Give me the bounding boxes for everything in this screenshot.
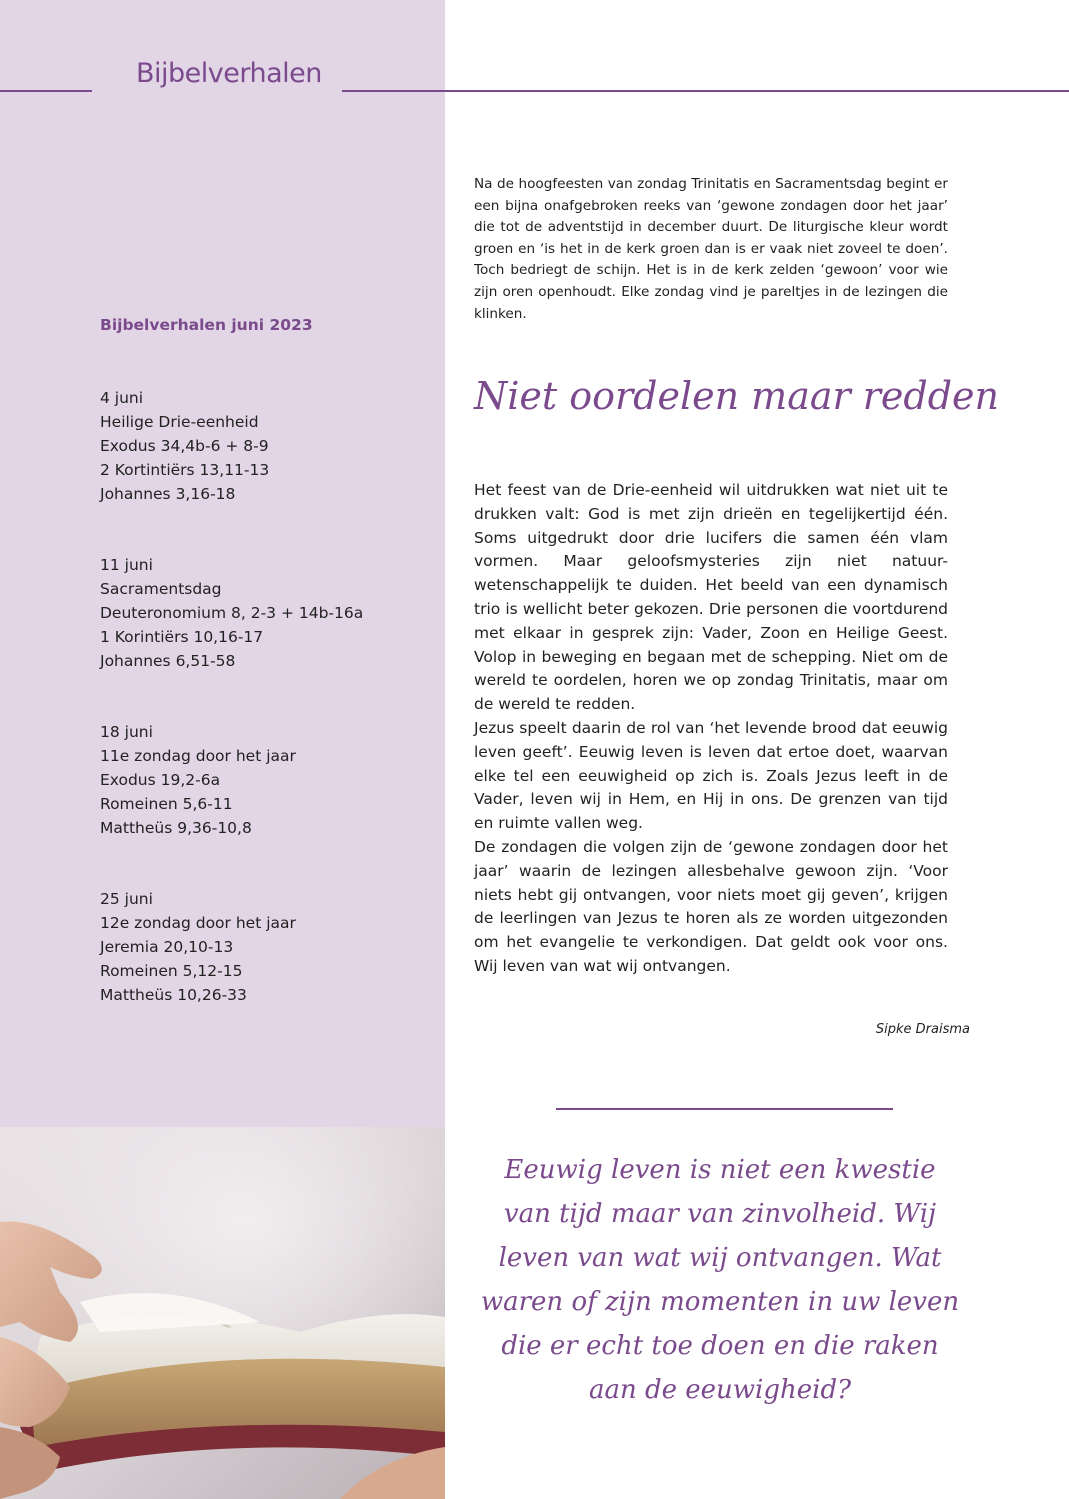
reading-group [100, 720, 296, 840]
reading-group [100, 553, 363, 673]
article-author: Sipke Draisma [875, 1022, 970, 1037]
reading-text: 2 Kortintiërs 13,11-13 [100, 461, 270, 479]
article-title: Niet oordelen maar redden [474, 374, 1000, 418]
reading-date: 11 juni [100, 556, 153, 574]
reading-date: 25 juni [100, 890, 153, 908]
reading-text: Romeinen 5,12-15 [100, 962, 243, 980]
reading-occasion: 11e zondag door het jaar [100, 747, 296, 765]
reading-text: Exodus 19,2-6a [100, 771, 221, 789]
section-title: Bijbelverhalen [136, 58, 322, 89]
article-paragraph: Het feest van de Drie-eenheid wil uitdrukken wat niet uit te drukken valt: God is met zijn drieën en tegelijkertijd één. Soms uitgedrukt door drie lucifers die samen één vlam vormen. Maar geloofsmysteries zijn niet natuur-wetenschappelijk te duiden. Het beeld van een dynamisch trio is wellicht beter gekozen. Drie personen die voortdurend met elkaar in gesprek zijn: Vader, Zoon en Heilige Geest. Volop in beweging en begaan met de schepping. Niet om de wereld te oordelen, horen we op zondag Trinitatis, maar om de wereld te redden. [474, 481, 948, 714]
article-body [474, 479, 948, 979]
reading-text: Mattheüs 9,36-10,8 [100, 819, 252, 837]
header-rule-right [342, 90, 1069, 92]
reading-text: Jeremia 20,10-13 [100, 938, 234, 956]
reading-occasion: 12e zondag door het jaar [100, 914, 296, 932]
reading-text: Deuteronomium 8, 2-3 + 14b-16a [100, 604, 364, 622]
bible-photo [0, 1127, 445, 1499]
header-rule-left [0, 90, 92, 92]
quote-divider [556, 1108, 893, 1110]
pull-quote: Eeuwig leven is niet een kwestie van tijd maar van zinvolheid. Wij leven van wat wij ontvangen. Wat waren of zijn momenten in uw leven die er echt toe doen en die raken aan de eeuwigheid? [480, 1155, 960, 1405]
schedule-title: Bijbelverhalen juni 2023 [100, 316, 313, 334]
reading-group [100, 887, 296, 1007]
reading-occasion: Heilige Drie-eenheid [100, 413, 259, 431]
reading-text: Romeinen 5,6-11 [100, 795, 233, 813]
bible-photo-illustration [0, 1127, 445, 1499]
reading-date: 18 juni [100, 723, 153, 741]
article-paragraph: De zondagen die volgen zijn de ‘gewone zondagen door het jaar’ waarin de lezingen allesbehalve gewoon zijn. ‘Voor niets hebt gij ontvangen, voor niets moet gij geven’, krijgen de leerlingen van Jezus te horen als ze worden uitgezonden om het evangelie te verkondigen. Dat geldt ook voor ons. Wij leven van wat wij ontvangen. [474, 837, 948, 975]
article-intro: Na de hoogfeesten van zondag Trinitatis en Sacramentsdag begint er een bijna onafgebroken reeks van ‘gewone zondagen door het jaar’ die tot de adventstijd in december duurt. De liturgische kleur wordt groen en ‘is het in de kerk groen dan is er vaak niet zoveel te doen’. Toch bedriegt de schijn. Het is in de kerk zelden ‘gewoon’ voor wie zijn oren openhoudt. Elke zondag vind je pareltjes in de lezingen die klinken. [474, 176, 948, 322]
reading-text: Johannes 3,16-18 [100, 485, 236, 503]
reading-group [100, 386, 269, 506]
reading-text: Johannes 6,51-58 [100, 652, 236, 670]
reading-occasion: Sacramentsdag [100, 580, 222, 598]
reading-text: 1 Korintiërs 10,16-17 [100, 628, 264, 646]
reading-text: Mattheüs 10,26-33 [100, 986, 247, 1004]
article-paragraph: Jezus speelt daarin de rol van ‘het levende brood dat eeuwig leven geeft’. Eeuwig leven is leven dat ertoe doet, waarvan elke tel een eeuwigheid op zich is. Zoals Jezus leeft in de Vader, leven wij in Hem, en Hij in ons. De grenzen van tijd en ruimte vallen weg. [474, 718, 948, 833]
reading-date: 4 juni [100, 389, 144, 407]
reading-text: Exodus 34,4b-6 + 8-9 [100, 437, 269, 455]
